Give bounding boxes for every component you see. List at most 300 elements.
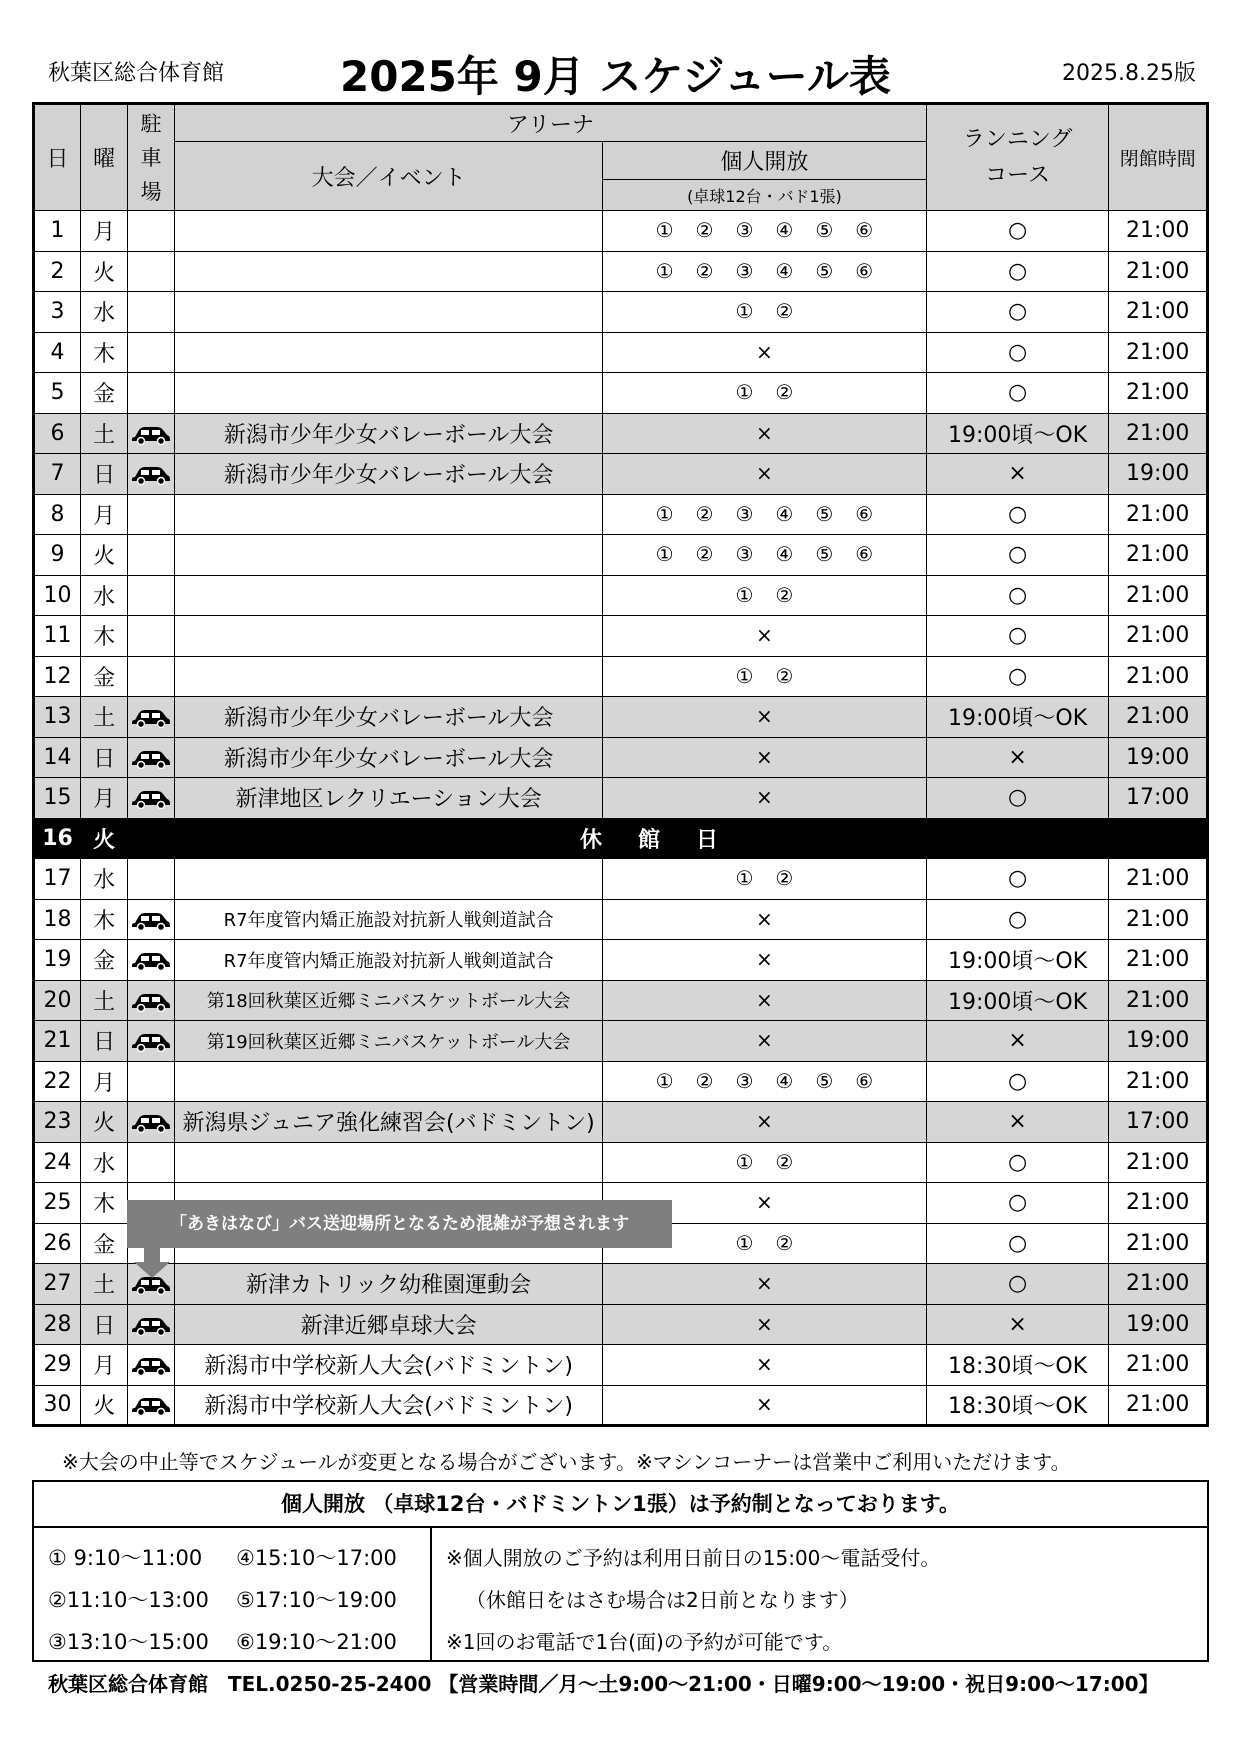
open-use-cell <box>603 575 927 616</box>
header-event: 大会／イベント <box>175 142 603 211</box>
day-cell: 26 <box>34 1223 81 1264</box>
parking-cell <box>128 697 175 738</box>
event-cell <box>175 1061 603 1102</box>
day-cell: 1 <box>34 211 81 252</box>
weekday-cell: 日 <box>81 454 128 495</box>
slot-mark: × <box>756 1311 773 1336</box>
car-icon <box>131 909 171 931</box>
weekday-cell: 水 <box>81 292 128 333</box>
slot-mark: ③ <box>735 542 754 567</box>
day-cell: 11 <box>34 616 81 657</box>
closing-cell: 21:00 <box>1109 1061 1208 1102</box>
slot-mark: × <box>756 623 773 648</box>
parking-cell <box>128 859 175 900</box>
slot-mark: ① <box>655 258 674 283</box>
running-cell: ○ <box>926 211 1109 252</box>
table-row <box>34 1385 1208 1426</box>
parking-cell <box>128 454 175 495</box>
parking-cell <box>128 1102 175 1143</box>
running-cell: 19:00頃～OK <box>926 980 1109 1021</box>
weekday-cell: 火 <box>81 1102 128 1143</box>
day-cell: 6 <box>34 413 81 454</box>
event-cell: 新潟市少年少女バレーボール大会 <box>175 454 603 495</box>
slot-mark: × <box>756 1352 773 1377</box>
car-icon <box>131 949 171 971</box>
closing-cell: 17:00 <box>1109 1102 1208 1143</box>
slot-mark: × <box>756 1109 773 1134</box>
table-row <box>34 980 1208 1021</box>
running-cell: 18:30頃～OK <box>926 1345 1109 1386</box>
running-cell: 19:00頃～OK <box>926 697 1109 738</box>
table-row <box>34 1264 1208 1305</box>
running-cell: ○ <box>926 1264 1109 1305</box>
arrow-down-icon <box>132 1248 172 1278</box>
parking-cell <box>128 373 175 414</box>
table-row <box>34 778 1208 819</box>
event-cell: 新潟市少年少女バレーボール大会 <box>175 697 603 738</box>
closing-cell: 21:00 <box>1109 899 1208 940</box>
open-use-cell <box>603 211 927 252</box>
running-cell: × <box>926 454 1109 495</box>
event-cell <box>175 373 603 414</box>
weekday-cell: 日 <box>81 737 128 778</box>
running-cell: × <box>926 1304 1109 1345</box>
slot-mark: ③ <box>735 218 754 243</box>
slot-time: ③13:10～15:00 <box>48 1630 209 1654</box>
car-icon <box>131 706 171 728</box>
slot-mark: × <box>756 704 773 729</box>
parking-cell <box>128 211 175 252</box>
open-use-cell <box>603 292 927 333</box>
car-icon <box>131 423 171 445</box>
day-cell: 14 <box>34 737 81 778</box>
slot-mark: ① <box>655 501 674 526</box>
weekday-cell: 土 <box>81 413 128 454</box>
table-row <box>34 494 1208 535</box>
day-cell: 7 <box>34 454 81 495</box>
slot-mark: × <box>756 461 773 486</box>
open-use-cell <box>603 778 927 819</box>
slot-mark: ③ <box>735 1068 754 1093</box>
slot-mark: ① <box>655 1068 674 1093</box>
closing-cell: 19:00 <box>1109 454 1208 495</box>
header-day: 日 <box>34 104 81 211</box>
day-cell: 4 <box>34 332 81 373</box>
header-arena: アリーナ <box>175 104 927 142</box>
slot-row <box>48 1584 424 1614</box>
open-use-cell <box>603 697 927 738</box>
slot-mark: × <box>756 987 773 1012</box>
table-row <box>34 373 1208 414</box>
event-cell: 新潟県ジュニア強化練習会(バドミントン) <box>175 1102 603 1143</box>
parking-cell <box>128 778 175 819</box>
day-cell: 2 <box>34 251 81 292</box>
closing-cell: 21:00 <box>1109 1142 1208 1183</box>
event-cell: R7年度管内矯正施設対抗新人戦剣道試合 <box>175 899 603 940</box>
header-closing: 閉館時間 <box>1109 104 1208 211</box>
open-use-cell <box>603 656 927 697</box>
closing-cell: 21:00 <box>1109 494 1208 535</box>
running-cell: ○ <box>926 292 1109 333</box>
day-cell: 8 <box>34 494 81 535</box>
slot-mark: ⑥ <box>855 1068 874 1093</box>
parking-cell <box>128 940 175 981</box>
open-use-cell <box>603 494 927 535</box>
closing-cell: 21:00 <box>1109 211 1208 252</box>
running-cell: × <box>926 1102 1109 1143</box>
slot-mark: ② <box>695 218 714 243</box>
open-use-cell <box>603 1142 927 1183</box>
day-cell: 12 <box>34 656 81 697</box>
table-row <box>34 1021 1208 1062</box>
event-cell <box>175 535 603 576</box>
weekday-cell: 月 <box>81 778 128 819</box>
closed-day-label: 休館日 <box>128 818 1208 859</box>
weekday-cell: 木 <box>81 1183 128 1224</box>
table-row <box>34 940 1208 981</box>
slot-mark: ② <box>775 1230 794 1255</box>
closing-cell: 19:00 <box>1109 737 1208 778</box>
weekday-cell: 日 <box>81 1304 128 1345</box>
closing-cell: 21:00 <box>1109 1385 1208 1426</box>
slot-mark: ⑤ <box>815 542 834 567</box>
reservation-note: （休館日をはさむ場合は2日前となります） <box>466 1588 859 1612</box>
weekday-cell: 土 <box>81 1264 128 1305</box>
table-row <box>34 1142 1208 1183</box>
car-icon <box>131 1111 171 1133</box>
slot-mark: ② <box>695 501 714 526</box>
notice-banner: 「あきはなび」バス送迎場所となるため混雑が予想されます <box>127 1200 672 1248</box>
reservation-heading: 個人開放 （卓球12台・バドミントン1張）は予約制となっております。 <box>34 1482 1207 1528</box>
running-cell: ○ <box>926 332 1109 373</box>
day-cell: 13 <box>34 697 81 738</box>
reservation-slots <box>34 1528 432 1660</box>
parking-cell <box>128 899 175 940</box>
day-cell: 23 <box>34 1102 81 1143</box>
day-cell: 18 <box>34 899 81 940</box>
day-cell: 25 <box>34 1183 81 1224</box>
reservation-box <box>32 1480 1209 1662</box>
table-row <box>34 575 1208 616</box>
weekday-cell: 土 <box>81 980 128 1021</box>
closing-cell: 19:00 <box>1109 1304 1208 1345</box>
weekday-cell: 木 <box>81 332 128 373</box>
table-row <box>34 332 1208 373</box>
slot-mark: × <box>756 1190 773 1215</box>
running-cell: ○ <box>926 535 1109 576</box>
weekday-cell: 金 <box>81 940 128 981</box>
table-row <box>34 211 1208 252</box>
table-row <box>34 454 1208 495</box>
slot-mark: ② <box>695 542 714 567</box>
day-cell: 10 <box>34 575 81 616</box>
slot-time: ① 9:10～11:00 <box>48 1546 203 1570</box>
weekday-cell: 金 <box>81 373 128 414</box>
parking-cell <box>128 1142 175 1183</box>
slot-mark: ② <box>775 582 794 607</box>
car-icon <box>131 463 171 485</box>
running-cell: ○ <box>926 656 1109 697</box>
closing-cell: 21:00 <box>1109 940 1208 981</box>
running-cell: 19:00頃～OK <box>926 940 1109 981</box>
reservation-note: ※1回のお電話で1台(面)の予約が可能です。 <box>446 1630 843 1654</box>
slot-mark: × <box>756 1392 773 1417</box>
open-use-cell <box>603 737 927 778</box>
slot-mark: × <box>756 947 773 972</box>
day-cell: 28 <box>34 1304 81 1345</box>
closing-cell: 21:00 <box>1109 859 1208 900</box>
running-cell: ○ <box>926 373 1109 414</box>
closing-cell: 21:00 <box>1109 575 1208 616</box>
weekday-cell: 水 <box>81 859 128 900</box>
weekday-cell: 月 <box>81 494 128 535</box>
slot-mark: ① <box>735 582 754 607</box>
table-row <box>34 292 1208 333</box>
slot-mark: ④ <box>775 218 794 243</box>
table-row <box>34 818 1208 859</box>
car-icon <box>131 787 171 809</box>
running-cell: ○ <box>926 616 1109 657</box>
day-cell: 21 <box>34 1021 81 1062</box>
slot-mark: ① <box>735 299 754 324</box>
weekday-cell: 水 <box>81 575 128 616</box>
slot-mark: ② <box>775 299 794 324</box>
table-row <box>34 1102 1208 1143</box>
event-cell <box>175 656 603 697</box>
table-row <box>34 859 1208 900</box>
parking-cell <box>128 1345 175 1386</box>
facility-name: 秋葉区総合体育館 <box>48 61 225 86</box>
header-parking: 駐 車 場 <box>128 104 175 211</box>
closing-cell: 21:00 <box>1109 1264 1208 1305</box>
day-cell: 16 <box>34 818 81 859</box>
event-cell <box>175 575 603 616</box>
footer-contact: 秋葉区総合体育館 TEL.0250-25-2400 【営業時間／月～土9:00～21:00・日曜9:00～19:00・祝日9:00～17:00】 <box>48 1672 1159 1696</box>
day-cell: 3 <box>34 292 81 333</box>
closing-cell: 17:00 <box>1109 778 1208 819</box>
event-cell <box>175 494 603 535</box>
parking-cell <box>128 292 175 333</box>
weekday-cell: 木 <box>81 899 128 940</box>
slot-mark: × <box>756 420 773 445</box>
closing-cell: 21:00 <box>1109 413 1208 454</box>
slot-mark: ② <box>695 258 714 283</box>
event-cell <box>175 292 603 333</box>
weekday-cell: 木 <box>81 616 128 657</box>
closing-cell: 21:00 <box>1109 980 1208 1021</box>
running-cell: ○ <box>926 859 1109 900</box>
parking-cell <box>128 616 175 657</box>
running-cell: ○ <box>926 575 1109 616</box>
table-row <box>34 251 1208 292</box>
car-icon <box>131 1394 171 1416</box>
running-cell: ○ <box>926 494 1109 535</box>
day-cell: 27 <box>34 1264 81 1305</box>
open-use-cell <box>603 940 927 981</box>
header-running: ランニング コース <box>926 104 1109 211</box>
slot-mark: ⑥ <box>855 501 874 526</box>
open-use-cell <box>603 859 927 900</box>
weekday-cell: 火 <box>81 818 128 859</box>
running-cell: ○ <box>926 778 1109 819</box>
slot-mark: ⑤ <box>815 218 834 243</box>
day-cell: 29 <box>34 1345 81 1386</box>
running-cell: ○ <box>926 251 1109 292</box>
day-cell: 19 <box>34 940 81 981</box>
slot-mark: ⑥ <box>855 218 874 243</box>
day-cell: 20 <box>34 980 81 1021</box>
page-title: 2025年 9月 スケジュール表 <box>340 52 891 101</box>
running-cell: ○ <box>926 1223 1109 1264</box>
reservation-note: ※個人開放のご予約は利用日前日の15:00～電話受付。 <box>446 1546 941 1570</box>
running-cell: ○ <box>926 899 1109 940</box>
weekday-cell: 月 <box>81 211 128 252</box>
weekday-cell: 火 <box>81 535 128 576</box>
day-cell: 9 <box>34 535 81 576</box>
parking-cell <box>128 1304 175 1345</box>
running-cell: ○ <box>926 1183 1109 1224</box>
weekday-cell: 月 <box>81 1061 128 1102</box>
header-weekday: 曜 <box>81 104 128 211</box>
parking-cell <box>128 1385 175 1426</box>
weekday-cell: 金 <box>81 656 128 697</box>
slot-mark: × <box>756 785 773 810</box>
table-row <box>34 1345 1208 1386</box>
closing-cell: 21:00 <box>1109 616 1208 657</box>
event-cell: 新津カトリック幼稚園運動会 <box>175 1264 603 1305</box>
closing-cell: 21:00 <box>1109 1223 1208 1264</box>
parking-cell <box>128 251 175 292</box>
car-icon <box>131 747 171 769</box>
event-cell: 新潟市中学校新人大会(バドミントン) <box>175 1345 603 1386</box>
slot-row <box>48 1542 424 1572</box>
weekday-cell: 月 <box>81 1345 128 1386</box>
table-row <box>34 1061 1208 1102</box>
slot-mark: ① <box>735 380 754 405</box>
slot-mark: ⑤ <box>815 501 834 526</box>
table-row <box>34 656 1208 697</box>
open-use-cell <box>603 332 927 373</box>
open-use-cell <box>603 1061 927 1102</box>
slot-mark: ② <box>775 1149 794 1174</box>
slot-mark: ① <box>735 1149 754 1174</box>
schedule-note: ※大会の中止等でスケジュールが変更となる場合がございます。※マシンコーナーは営業中ご利用いただけます。 <box>62 1450 1071 1474</box>
header-open-use: 個人開放 <box>603 142 927 180</box>
closing-cell: 21:00 <box>1109 373 1208 414</box>
slot-mark: ① <box>735 1230 754 1255</box>
table-row <box>34 697 1208 738</box>
parking-cell <box>128 656 175 697</box>
open-use-cell <box>603 373 927 414</box>
slot-mark: ② <box>775 663 794 688</box>
table-row <box>34 413 1208 454</box>
table-row <box>34 737 1208 778</box>
slot-mark: × <box>756 1271 773 1296</box>
open-use-cell <box>603 1385 927 1426</box>
car-icon <box>131 1314 171 1336</box>
open-use-cell <box>603 899 927 940</box>
table-row <box>34 535 1208 576</box>
car-icon <box>131 990 171 1012</box>
slot-time: ②11:10～13:00 <box>48 1588 209 1612</box>
parking-cell <box>128 332 175 373</box>
event-cell <box>175 616 603 657</box>
weekday-cell: 水 <box>81 1142 128 1183</box>
parking-cell <box>128 1061 175 1102</box>
slot-mark: ⑤ <box>815 1068 834 1093</box>
weekday-cell: 火 <box>81 251 128 292</box>
slot-mark: ② <box>775 866 794 891</box>
event-cell <box>175 1142 603 1183</box>
event-cell <box>175 332 603 373</box>
running-cell: 19:00頃～OK <box>926 413 1109 454</box>
weekday-cell: 金 <box>81 1223 128 1264</box>
closing-cell: 21:00 <box>1109 1183 1208 1224</box>
weekday-cell: 土 <box>81 697 128 738</box>
header-open-use-note: (卓球12台・バド1張) <box>603 180 927 211</box>
car-icon <box>131 1030 171 1052</box>
slot-row <box>48 1626 424 1656</box>
slot-mark: × <box>756 744 773 769</box>
table-row <box>34 1304 1208 1345</box>
running-cell: 18:30頃～OK <box>926 1385 1109 1426</box>
open-use-cell <box>603 413 927 454</box>
slot-mark: ④ <box>775 501 794 526</box>
parking-cell <box>128 535 175 576</box>
open-use-cell <box>603 454 927 495</box>
running-cell: ○ <box>926 1061 1109 1102</box>
event-cell: 新津地区レクリエーション大会 <box>175 778 603 819</box>
open-use-cell <box>603 1264 927 1305</box>
slot-mark: ④ <box>775 1068 794 1093</box>
slot-mark: ③ <box>735 258 754 283</box>
event-cell <box>175 251 603 292</box>
day-cell: 22 <box>34 1061 81 1102</box>
weekday-cell: 火 <box>81 1385 128 1426</box>
parking-cell <box>128 980 175 1021</box>
running-cell: × <box>926 1021 1109 1062</box>
day-cell: 15 <box>34 778 81 819</box>
slot-mark: ① <box>735 663 754 688</box>
slot-mark: ② <box>775 380 794 405</box>
open-use-cell <box>603 1304 927 1345</box>
open-use-cell <box>603 616 927 657</box>
slot-mark: × <box>756 906 773 931</box>
event-cell: 新潟市少年少女バレーボール大会 <box>175 737 603 778</box>
slot-mark: ① <box>735 866 754 891</box>
slot-mark: ④ <box>775 258 794 283</box>
table-row <box>34 616 1208 657</box>
open-use-cell <box>603 1021 927 1062</box>
closing-cell: 21:00 <box>1109 656 1208 697</box>
slot-mark: ⑤ <box>815 258 834 283</box>
open-use-cell <box>603 1102 927 1143</box>
event-cell <box>175 859 603 900</box>
slot-mark: ③ <box>735 501 754 526</box>
parking-cell <box>128 413 175 454</box>
running-cell: × <box>926 737 1109 778</box>
slot-time: ⑤17:10～19:00 <box>236 1588 397 1612</box>
slot-mark: ⑥ <box>855 542 874 567</box>
day-cell: 24 <box>34 1142 81 1183</box>
event-cell <box>175 211 603 252</box>
slot-time: ④15:10～17:00 <box>236 1546 397 1570</box>
open-use-cell <box>603 1345 927 1386</box>
event-cell: 第18回秋葉区近郷ミニバスケットボール大会 <box>175 980 603 1021</box>
slot-time: ⑥19:10～21:00 <box>236 1630 397 1654</box>
day-cell: 5 <box>34 373 81 414</box>
event-cell: 新潟市中学校新人大会(バドミントン) <box>175 1385 603 1426</box>
